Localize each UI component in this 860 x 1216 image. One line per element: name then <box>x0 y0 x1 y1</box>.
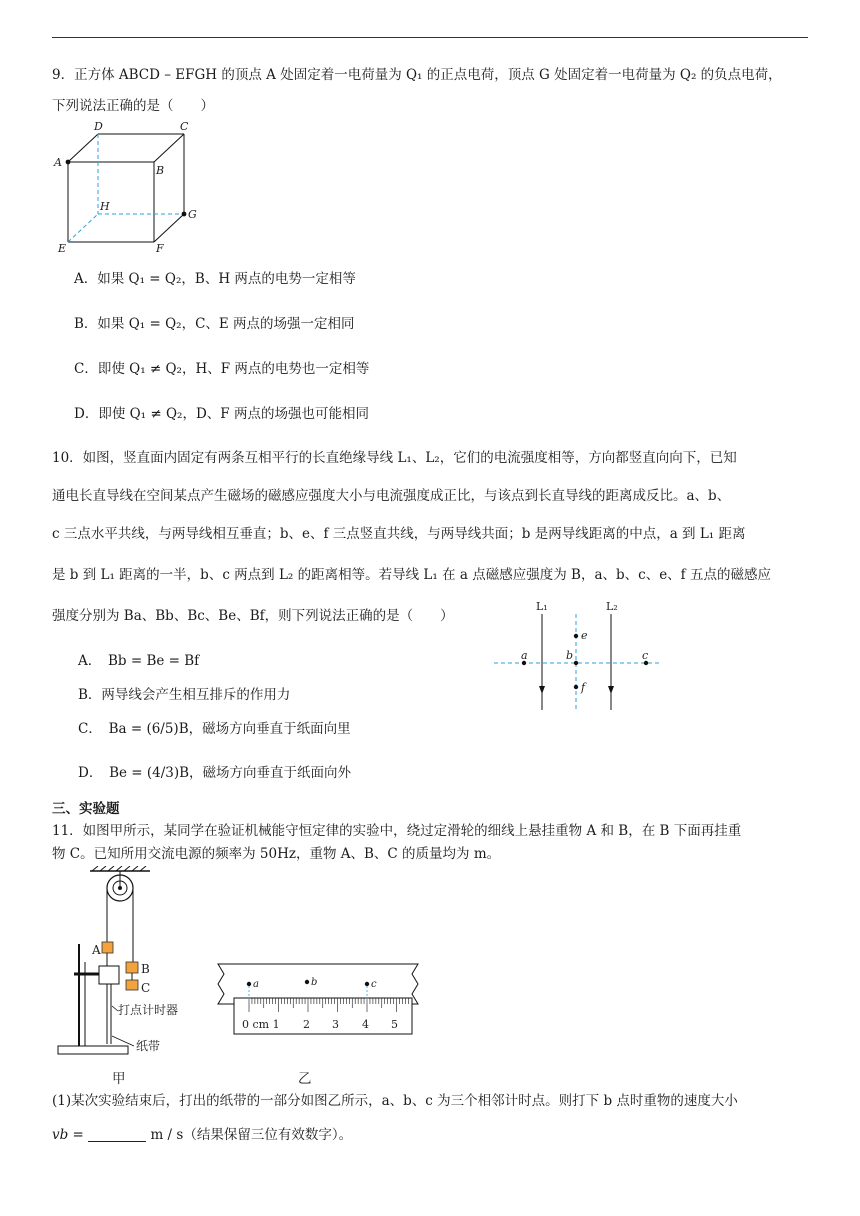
label-timer: 打点计时器 <box>118 1003 179 1017</box>
wire-label-l1: L₁ <box>536 600 548 613</box>
cube-figure <box>48 118 208 256</box>
point-b <box>574 661 578 665</box>
q11-line1: 11．如图甲所示，某同学在验证机械能守恒定律的实验中，绕过定滑轮的细线上悬挂重物 A 和 B，在 B 下面再挂重 <box>52 823 742 839</box>
weight-c <box>126 980 138 990</box>
q9-stem-line2: 下列说法正确的是（ ） <box>52 98 214 114</box>
label-c: c <box>642 649 649 662</box>
q11-line2: 物 C。已知所用交流电源的频率为 50Hz，重物 A、B、C 的质量均为 m。 <box>52 846 501 862</box>
charge-g-dot <box>182 212 187 217</box>
label-a: a <box>521 649 528 662</box>
q9-option-b: B．如果 Q₁ = Q₂，C、E 两点的场强一定相同 <box>74 316 355 332</box>
ruler-label-4: 4 <box>362 1018 369 1031</box>
caption-yi: 乙 <box>298 1071 312 1087</box>
point-f <box>574 685 578 689</box>
cube-label-a: A <box>54 156 62 169</box>
current-arrow-l2 <box>608 686 614 694</box>
tape-point-a <box>247 982 251 986</box>
q10-line5: 强度分别为 Ba、Bb、Bc、Be、Bf，则下列说法正确的是（ ） <box>52 608 454 624</box>
timer <box>99 966 119 984</box>
ruler-label-3: 3 <box>332 1018 339 1031</box>
cube-label-c: C <box>180 120 189 133</box>
cube-label-e: E <box>58 242 67 255</box>
answer-suffix: m / s（结果保留三位有效数字）。 <box>150 1127 353 1143</box>
label-b: b <box>566 649 574 662</box>
weight-b <box>126 962 138 973</box>
q10-line1: 10．如图，竖直面内固定有两条互相平行的长直绝缘导线 L₁、L₂，它们的电流强度相等，方向都竖直向向下，已知 <box>52 450 737 466</box>
label-tape: 纸带 <box>136 1039 161 1053</box>
q10-option-d: D． Be = (4/3)B，磁场方向垂直于纸面向外 <box>78 765 352 781</box>
q10-line4: 是 b 到 L₁ 距离的一半，b、c 两点到 L₂ 的距离相等。若导线 L₁ 在 a 点磁感应强度为 B，a、b、c、e、f 五点的磁感应 <box>52 567 771 583</box>
wire-label-l2: L₂ <box>606 600 618 613</box>
charge-a-dot <box>66 160 71 165</box>
tape-label-c: c <box>371 979 377 990</box>
label-weight-a: A <box>92 943 101 957</box>
answer-blank[interactable] <box>88 1127 146 1142</box>
tape-ruler-figure-yi <box>212 960 424 1040</box>
ruler-label-0-1: 0 cm 1 <box>242 1018 280 1031</box>
q10-line2: 通电长直导线在空间某点产生磁场的磁感应强度大小与电流强度成正比，与该点到长直导线的距离成反比。a、b、 <box>52 488 731 504</box>
label-e: e <box>581 629 588 642</box>
point-e <box>574 634 578 638</box>
q9-option-a: A．如果 Q₁ = Q₂，B、H 两点的电势一定相等 <box>74 271 356 287</box>
tape-label-b: b <box>311 977 318 988</box>
ruler-label-2: 2 <box>303 1018 310 1031</box>
wires-figure <box>490 598 665 714</box>
q10-line3: c 三点水平共线，与两导线相互垂直；b、e、f 三点竖直共线，与两导线共面；b 是两导线距离的中点，a 到 L₁ 距离 <box>52 526 746 542</box>
header-rule <box>52 37 808 38</box>
ruler-label-5: 5 <box>391 1018 398 1031</box>
cube-label-d: D <box>94 120 103 133</box>
velocity-symbol: vb = <box>52 1127 84 1143</box>
weight-a <box>102 942 113 953</box>
cube-label-f: F <box>156 242 164 255</box>
label-f: f <box>581 681 586 694</box>
q10-option-b: B．两导线会产生相互排斥的作用力 <box>78 687 291 703</box>
q10-option-a: A． Bb = Be = Bf <box>78 653 200 669</box>
label-weight-c: C <box>141 981 151 995</box>
section-heading: 三、实验题 <box>52 801 120 817</box>
q11-sub1-line1: (1)某次实验结束后，打出的纸带的一部分如图乙所示，a、b、c 为三个相邻计时点。则打下 b 点时重物的速度大小 <box>52 1093 738 1109</box>
cube-label-h: H <box>100 200 110 213</box>
tape-point-b <box>305 980 309 984</box>
tape-label-a: a <box>253 979 259 990</box>
label-weight-b: B <box>141 962 150 976</box>
q11-sub1-answer-line <box>52 1126 352 1144</box>
tape-point-c <box>365 982 369 986</box>
cube-label-b: B <box>156 164 165 177</box>
q9-option-d: D．即使 Q₁ ≠ Q₂，D、F 两点的场强也可能相同 <box>74 406 369 422</box>
q9-option-c: C．即使 Q₁ ≠ Q₂，H、F 两点的电势也一定相等 <box>74 361 370 377</box>
q10-option-c: C． Ba = (6/5)B，磁场方向垂直于纸面向里 <box>78 721 351 737</box>
q9-stem-line1: 9．正方体 ABCD – EFGH 的顶点 A 处固定着一电荷量为 Q₁ 的正点电荷，顶点 G 处固定着一电荷量为 Q₂ 的负点电荷， <box>52 67 782 83</box>
apparatus-figure-jia <box>52 866 212 1066</box>
current-arrow-l1 <box>539 686 545 694</box>
caption-jia: 甲 <box>112 1071 126 1087</box>
cube-label-g: G <box>188 208 197 221</box>
